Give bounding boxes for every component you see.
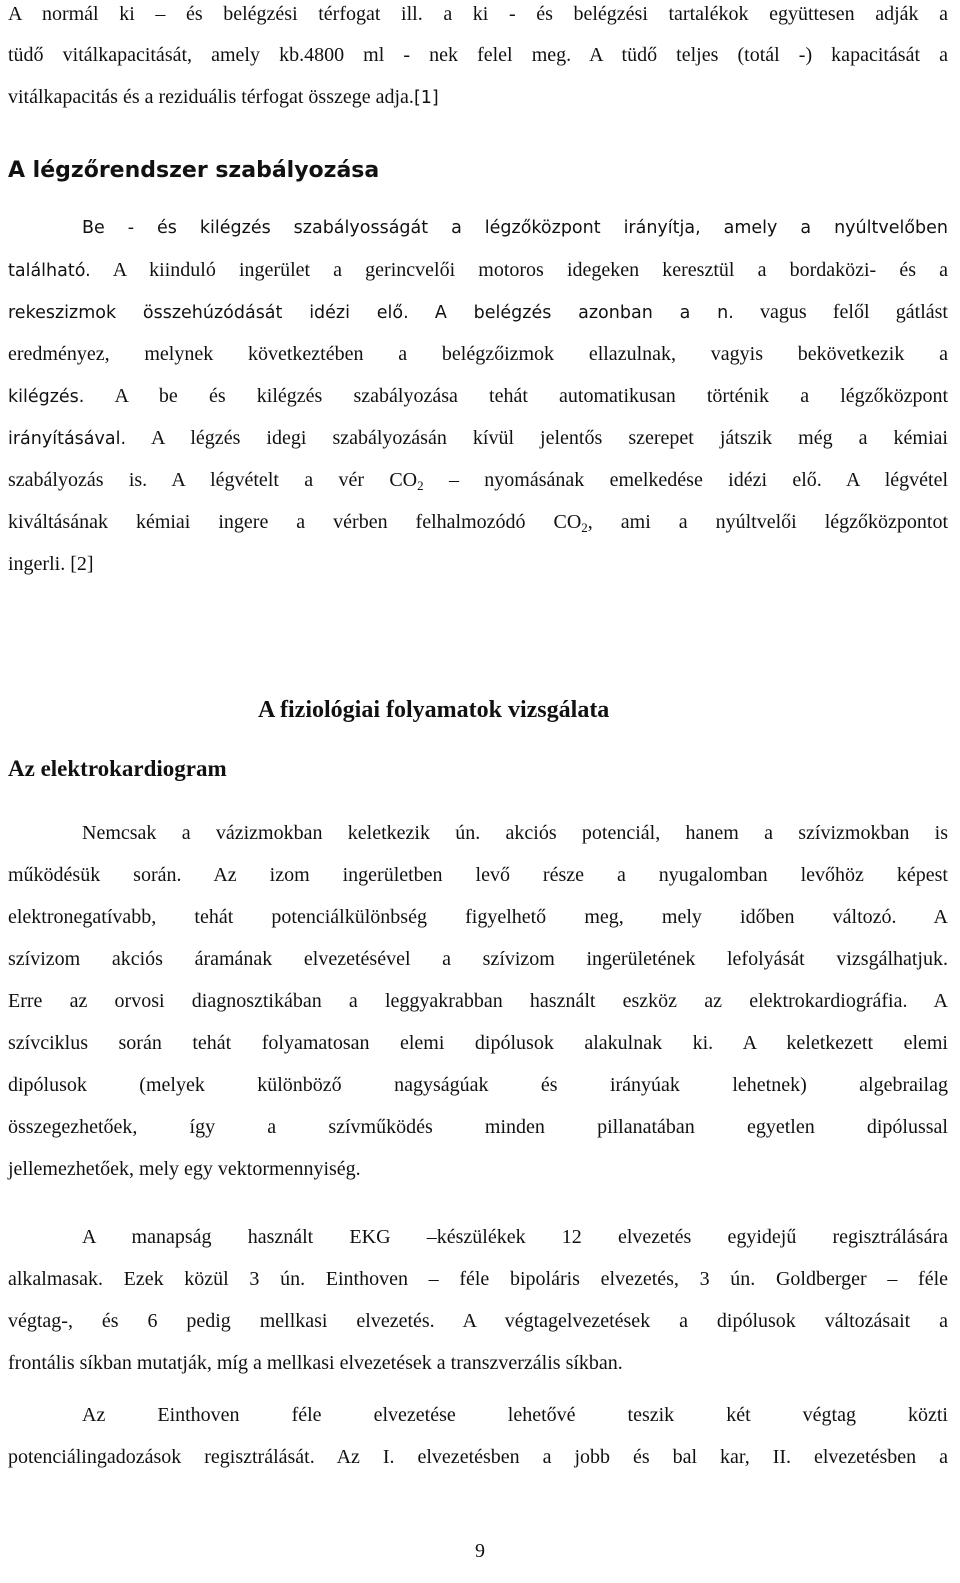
text-line: alkalmasak. Ezek közül 3 ún. Einthoven – féle bipoláris elvezetés, 3 ún. Goldberger – féle	[8, 1268, 948, 1290]
citation: [1]	[413, 88, 439, 108]
text-line: szabályozás is. A légvételt a vér $CO_2$ – nyomásának emelkedése idézi elő. A légvétel	[8, 469, 948, 493]
text-line: Erre az orvosi diagnosztikában a leggyakrabban használt eszköz az elektrokardiográfia. A	[8, 990, 948, 1012]
text-line: A normál ki – és belégzési térfogat ill. a ki - és belégzési tartalékok együttesen adják a	[8, 3, 948, 25]
text-line: Az Einthoven féle elvezetése lehetővé teszik két végtag közti	[82, 1404, 948, 1426]
text-line: kilégzés. A be és kilégzés szabályozása tehát automatikusan történik a légzőközpont	[8, 385, 948, 407]
page-number: 9	[475, 1540, 485, 1562]
text-line: vitálkapacitás és a reziduális térfogat összege adja.[1]	[8, 86, 439, 108]
text-line: Be - és kilégzés szabályosságát a légzőközpont irányítja, amely a nyúltvelőben	[82, 218, 948, 238]
text-line: ingerli. [2]	[8, 553, 94, 575]
chapter-heading: A fiziológiai folyamatok vizsgálata	[258, 697, 610, 723]
text-line: rekeszizmok összehúzódását idézi elő. A belégzés azonban a n. vagus felől gátlást	[8, 301, 948, 323]
text-line: Nemcsak a vázizmokban keletkezik ún. akciós potenciál, hanem a szívizmokban is	[82, 822, 948, 844]
text-line: potenciálingadozások regisztrálását. Az I. elvezetésben a jobb és bal kar, II. elvezetésben a	[8, 1446, 948, 1468]
text-line: szívizom akciós áramának elvezetésével a szívizom ingerületének lefolyását vizsgálhatjuk.	[8, 948, 948, 970]
text-line: található. A kiinduló ingerület a gerincvelői motoros idegeken keresztül a bordaközi- és a	[8, 259, 948, 281]
text-line: működésük során. Az izom ingerületben levő része a nyugalomban levőhöz képest	[8, 864, 948, 886]
text-line: jellemezhetőek, mely egy vektormennyiség.	[8, 1158, 361, 1180]
text-line: tüdő vitálkapacitását, amely kb.4800 ml - nek felel meg. A tüdő teljes (totál -) kapacitását a	[8, 44, 948, 66]
section-heading: Az elektrokardiogram	[8, 756, 227, 781]
text-line: elektronegatívabb, tehát potenciálkülönbség figyelhető meg, mely időben változó. A	[8, 906, 948, 928]
text-line: dipólusok (melyek különböző nagyságúak és irányúak lehetnek) algebrailag	[8, 1074, 948, 1096]
text-line: kiváltásának kémiai ingere a vérben felhalmozódó $CO_2$, ami a nyúltvelői légzőközpontot	[8, 511, 948, 535]
text-line: A manapság használt EKG –készülékek 12 elvezetés egyidejű regisztrálására	[82, 1226, 948, 1248]
text-line: eredményez, melynek következtében a belégzőizmok ellazulnak, vagyis bekövetkezik a	[8, 343, 948, 365]
text-line: irányításával. A légzés idegi szabályozásán kívül jelentős szerepet játszik még a kémiai	[8, 427, 948, 449]
text-line: frontális síkban mutatják, míg a mellkasi elvezetések a transzverzális síkban.	[8, 1352, 623, 1374]
text-line: végtag-, és 6 pedig mellkasi elvezetés. A végtagelvezetések a dipólusok változásait a	[8, 1310, 948, 1332]
section-heading: A légzőrendszer szabályozása	[8, 158, 380, 183]
text-line: szívciklus során tehát folyamatosan elemi dipólusok alakulnak ki. A keletkezett elemi	[8, 1032, 948, 1054]
text-line: összegezhetőek, így a szívműködés minden pillanatában egyetlen dipólussal	[8, 1116, 948, 1138]
